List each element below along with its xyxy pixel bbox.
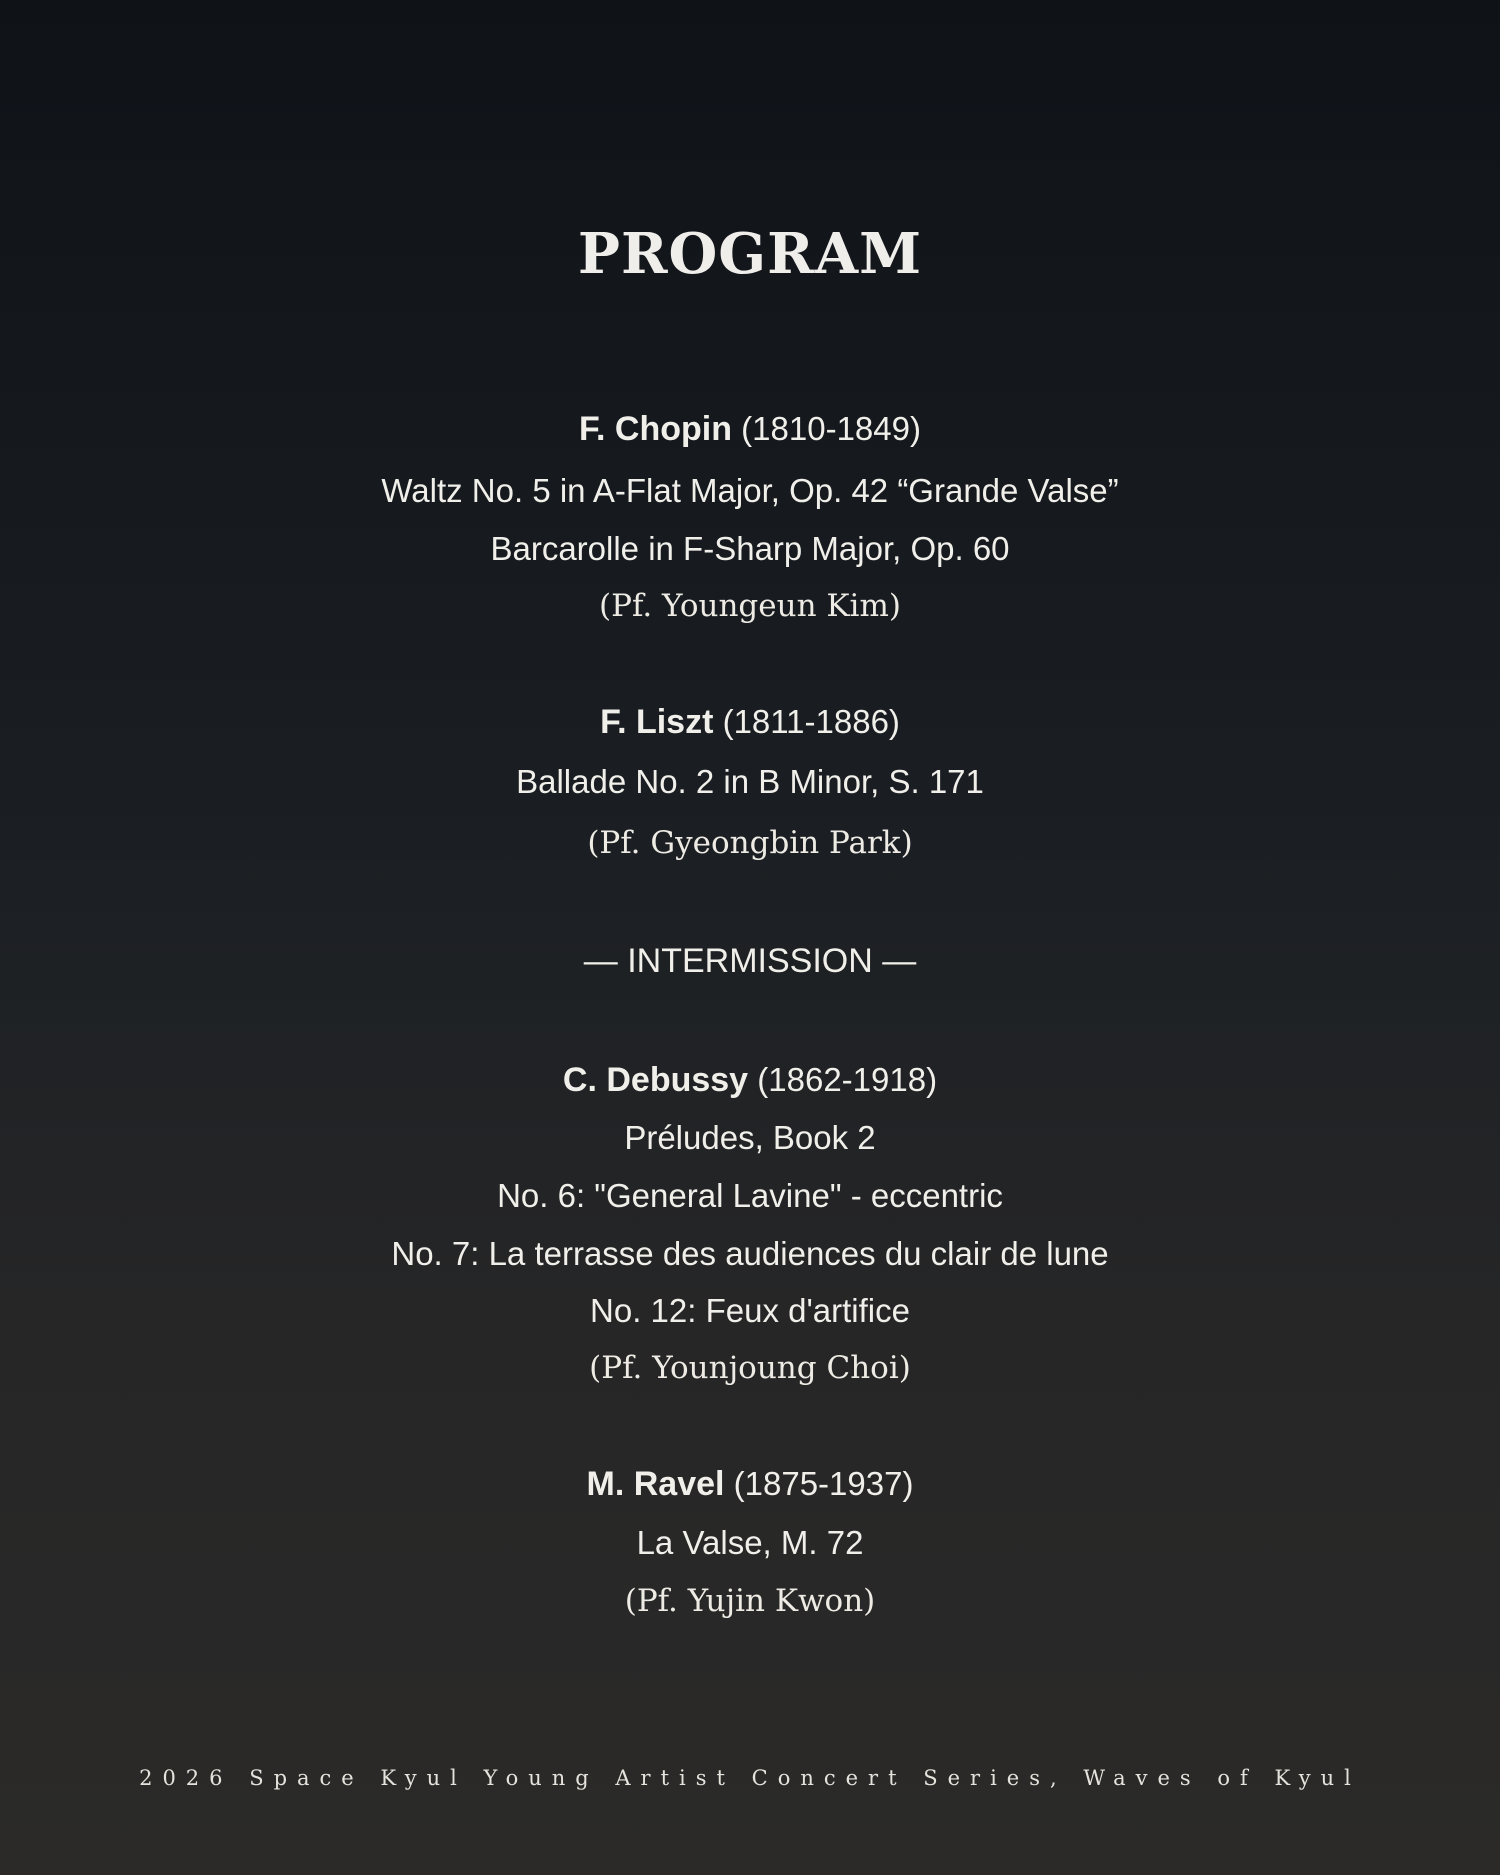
composer-heading-liszt: [0, 700, 1500, 744]
intermission-label: — INTERMISSION —: [583, 942, 917, 980]
composer-name: M. Ravel: [586, 1465, 725, 1503]
page-title: PROGRAM: [577, 221, 923, 287]
work-title: Ballade No. 2 in B Minor, S. 171: [516, 763, 984, 800]
composer-name: C. Debussy: [562, 1061, 749, 1099]
composer-heading-debussy: [0, 1058, 1500, 1102]
performer-credit: (Pf. Gyeongbin Park): [587, 825, 913, 861]
performer-credit: (Pf. Yujin Kwon): [624, 1583, 876, 1619]
composer-name: F. Liszt: [600, 703, 714, 741]
composer-years: (1875-1937): [733, 1465, 914, 1502]
work-title: Waltz No. 5 in A-Flat Major, Op. 42 “Grande Valse”: [381, 472, 1119, 509]
performer-credit: (Pf. Youngeun Kim): [599, 588, 901, 624]
composer-name: F. Chopin: [579, 410, 732, 448]
composer-years: (1810-1849): [741, 410, 921, 447]
performer-credit: (Pf. Younjoung Choi): [589, 1350, 911, 1386]
composer-heading-chopin: [0, 407, 1500, 451]
concert-series-footer: 2026 Space Kyul Young Artist Concert Series, Waves of Kyul: [139, 1766, 1361, 1790]
work-title: Préludes, Book 2: [624, 1119, 876, 1156]
composer-years: (1811-1886): [722, 703, 900, 740]
work-title: No. 12: Feux d'artifice: [590, 1292, 910, 1329]
work-title: La Valse, M. 72: [636, 1524, 864, 1561]
composer-heading-ravel: [0, 1462, 1500, 1506]
work-title: No. 7: La terrasse des audiences du clair de lune: [391, 1235, 1109, 1272]
work-title: Barcarolle in F-Sharp Major, Op. 60: [490, 530, 1010, 567]
work-title: No. 6: "General Lavine" - eccentric: [497, 1177, 1003, 1214]
composer-years: (1862-1918): [757, 1061, 938, 1098]
